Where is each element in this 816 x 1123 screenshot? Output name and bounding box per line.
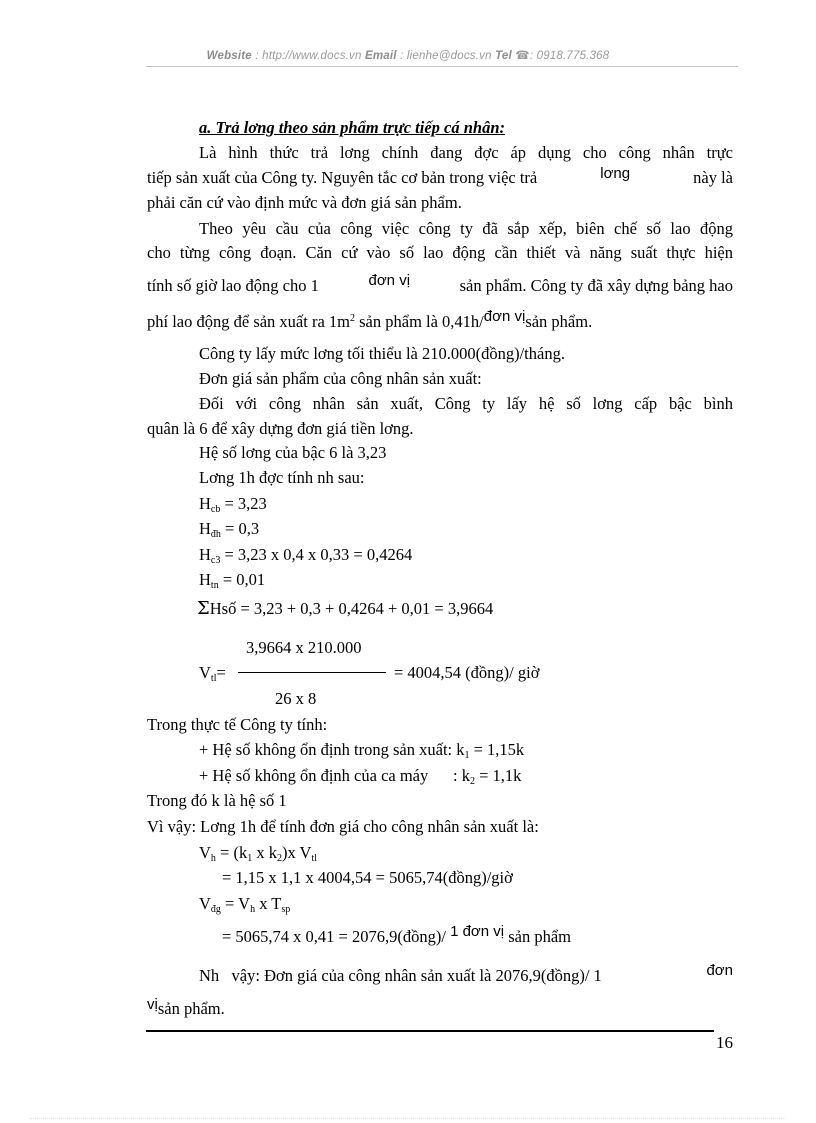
p2-l4-sup: 2 xyxy=(350,313,355,324)
p1-l2-text: tiếp sản xuất của Công ty. Nguyên tắc cơ bản trong việc trả xyxy=(147,168,538,187)
phone-icon: ☎ xyxy=(515,50,530,62)
p2-l4-mid: sản phẩm là 0,41h/ xyxy=(359,312,484,331)
paragraph-1-line-3: phải căn cứ vào định mức và đơn giá sản phẩm. xyxy=(147,193,462,212)
page-number: 16 xyxy=(716,1033,733,1052)
p2-l4-end: sản phẩm. xyxy=(525,312,593,331)
bottom-border xyxy=(30,1118,786,1119)
email-value: : lienhe@docs.vn xyxy=(400,50,492,62)
section-heading: a. Trả lơng theo sản phẩm trực tiếp cá nhân: xyxy=(199,118,505,137)
formula-vh: $V_h = (k_1$ x $k_2)x$ $V_{tl}$ xyxy=(199,843,318,864)
vtl-symbol: $V_{tl}=$ xyxy=(199,663,226,684)
formula-htn: $H_{tn} = 0,01$ xyxy=(199,570,266,591)
website-label: Website xyxy=(206,50,252,62)
k2-line: + Hệ số không ổn định của ca máy : $k_2 = 1,1k$ xyxy=(199,766,522,787)
conclusion-line-1: Nh vậy: Đơn giá của công nhân sản xuất là 2076,9(đồng)/ 1 đơn xyxy=(199,962,733,985)
formula-sum: ΣHsố = 3,23 + 0,3 + 0,4264 + 0,01 = 3,9664 xyxy=(197,598,494,619)
paragraph-1-line-1: Là hình thức trả lơng chính đang đợc áp dụng cho công nhân trực xyxy=(199,143,733,162)
formula-vh-calc: = 1,15 x 1,1 x 4004,54 = 5065,74(đồng)/giờ xyxy=(222,868,513,887)
formula-vdg-calc: = 5065,74 x 0,41 = 2076,9(đồng)/ 1 đơn vị sản phẩm xyxy=(222,923,571,946)
paragraph-2-line-1: Theo yêu cầu của công việc công ty đã sắp xếp, biên chế số lao động xyxy=(199,219,733,238)
header-divider xyxy=(146,66,738,67)
p1-l2-word: lơng xyxy=(600,165,631,182)
formula-hc3: $H_{c3} = 3,23$ x 0,4 x 0,33 = 0,4264 xyxy=(199,545,413,566)
paragraph-2-line-2: cho từng công đoạn. Căn cứ vào số lao động cần thiết và năng suất thực hiện xyxy=(147,243,733,262)
formula-vdg: $V_{đg} = V_h$ x $T_{sp}$ xyxy=(199,894,291,915)
p2-l3-end: sản phẩm. Công ty đã xây dựng bảng hao xyxy=(459,276,733,295)
p2-l3-unit: đơn vị xyxy=(368,272,411,289)
paragraph-2-line-3 xyxy=(147,272,733,297)
practice-intro: Trong thực tế Công ty tính: xyxy=(147,715,328,734)
fraction-bar xyxy=(238,672,386,673)
p2-l4-text: phí lao động để sản xuất ra 1m xyxy=(147,312,350,331)
footer-divider xyxy=(146,1030,714,1032)
tel-label: Tel xyxy=(495,50,512,62)
therefore-line: Vì vậy: Lơng 1h để tính đơn giá cho công nhân sản xuất là: xyxy=(147,817,539,836)
p2-l4-unit: đơn vị xyxy=(483,308,526,325)
fraction-numerator: 3,9664 x 210.000 xyxy=(246,638,362,657)
page-header xyxy=(0,48,816,62)
formula-hcb: $H_{cb} = 3,23$ xyxy=(199,494,267,515)
conclusion-line-2: vịsản phẩm. xyxy=(147,996,225,1018)
fraction-denominator: 26 x 8 xyxy=(275,689,317,708)
k1-line: + Hệ số không ổn định trong sản xuất: $k_1 = 1,15k$ xyxy=(199,740,525,761)
paragraph-5-line-1: Đối với công nhân sản xuất, Công ty lấy hệ số lơng cấp bậc bình xyxy=(199,394,733,413)
tel-value: : 0918.775.368 xyxy=(529,50,610,62)
paragraph-7: Lơng 1h đợc tính nh sau: xyxy=(199,468,365,487)
p2-l3-text: tính số giờ lao động cho 1 xyxy=(147,276,319,295)
website-value: : http://www.docs.vn xyxy=(255,50,362,62)
email-label: Email xyxy=(365,50,397,62)
paragraph-3: Công ty lấy mức lơng tối thiểu là 210.000(đồng)/tháng. xyxy=(199,344,565,363)
k-definition: Trong đó k là hệ số 1 xyxy=(147,791,287,810)
paragraph-1-line-2 xyxy=(147,165,733,189)
paragraph-4: Đơn giá sản phẩm của công nhân sản xuất: xyxy=(199,369,482,388)
vtl-result: = 4004,54 (đồng)/ giờ xyxy=(394,663,540,682)
paragraph-2-line-4 xyxy=(147,308,593,333)
formula-hdh: $H_{đh} = 0,3$ xyxy=(199,519,260,540)
sigma-icon: Σ xyxy=(197,598,210,619)
paragraph-5-line-2: quân là 6 để xây dựng đơn giá tiền lơng. xyxy=(147,419,414,438)
paragraph-6: Hệ số lơng của bậc 6 là 3,23 xyxy=(199,443,387,462)
p1-l2-end: này là xyxy=(693,168,733,187)
